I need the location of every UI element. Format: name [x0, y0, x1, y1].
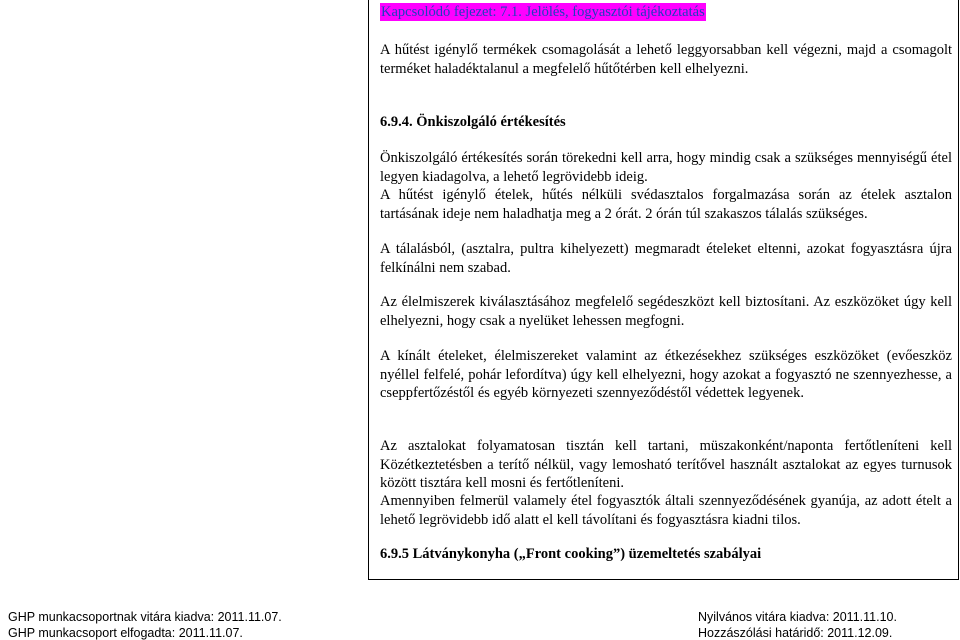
footer-right-line2: Hozzászólási határidő: 2011.12.09. [698, 626, 893, 640]
table-border-bottom [368, 579, 959, 580]
footer-left-line2: GHP munkacsoport elfogadta: 2011.11.07. [8, 626, 243, 640]
paragraph-packaging: A hűtést igénylő termékek csomagolását a lehető leggyorsabban kell végezni, majd a csomagolt terméket haladéktalanul a megfelelő hűtőtérben kell elhelyezni. [380, 42, 952, 77]
paragraph-tables: Az asztalokat folyamatosan tisztán kell tartani, müszakonként/naponta fertőtleníteni kell Közétkeztetésben a terítő nélkül, vagy lemosható terítővel használt asztalokat az egyes turnusok között tisztára kell mosni és fertőtleníteni. [380, 438, 952, 491]
related-chapter-label: Kapcsolódó fejezet: 7.1. Jelölés, fogyasztói tájékoztatás [381, 4, 705, 20]
paragraph-self-service: Önkiszolgáló értékesítés során törekedni kell arra, hogy mindig csak a szükséges mennyiségű étel legyen kiadagolva, a lehető legrövidebb ideig. [380, 150, 952, 185]
footer-right-line1: Nyilvános vitára kiadva: 2011.11.10. [698, 610, 897, 624]
paragraph-utensils: Az élelmiszerek kiválasztásához megfelelő segédeszközt kell biztosítani. Az eszközöket úgy kell elhelyezni, hogy csak a nyelüket lehessen megfogni. [380, 294, 952, 329]
section-heading-self-service: 6.9.4. Önkiszolgáló értékesítés [380, 114, 566, 130]
paragraph-display: A kínált ételeket, élelmiszereket valamint az étkezésekhez szükséges eszközöket (evőeszköz nyéllel felfelé, pohár lefordítva) úgy kell elhelyezni, hogy azokat a fogyasztó ne szennyezhesse, a cseppfertőzéstől és egyéb környezeti szennyeződéstől védettek legyenek. [380, 348, 952, 401]
table-border-left [368, 0, 369, 580]
footer-left-line1: GHP munkacsoportnak vitára kiadva: 2011.11.07. [8, 610, 282, 624]
paragraph-buffet-time: A hűtést igénylő ételek, hűtés nélküli svédasztalos forgalmazása során az ételek asztalon tartásának ideje nem haladhatja meg a 2 órát. 2 órán túl szakaszos tálalás szükséges. [380, 187, 952, 222]
paragraph-leftovers: A tálalásból, (asztalra, pultra kihelyezett) megmaradt ételeket eltenni, azokat fogyasztásra újra felkínálni nem szabad. [380, 241, 952, 276]
paragraph-contamination: Amennyiben felmerül valamely étel fogyasztók általi szennyeződésének gyanúja, az adott ételt a lehető legrövidebb idő alatt el kell távolítani és fogyasztásra kiadni tilos. [380, 493, 952, 528]
section-heading-front-cooking: 6.9.5 Látványkonyha („Front cooking”) üzemeltetés szabályai [380, 546, 762, 562]
table-border-right [958, 0, 959, 580]
